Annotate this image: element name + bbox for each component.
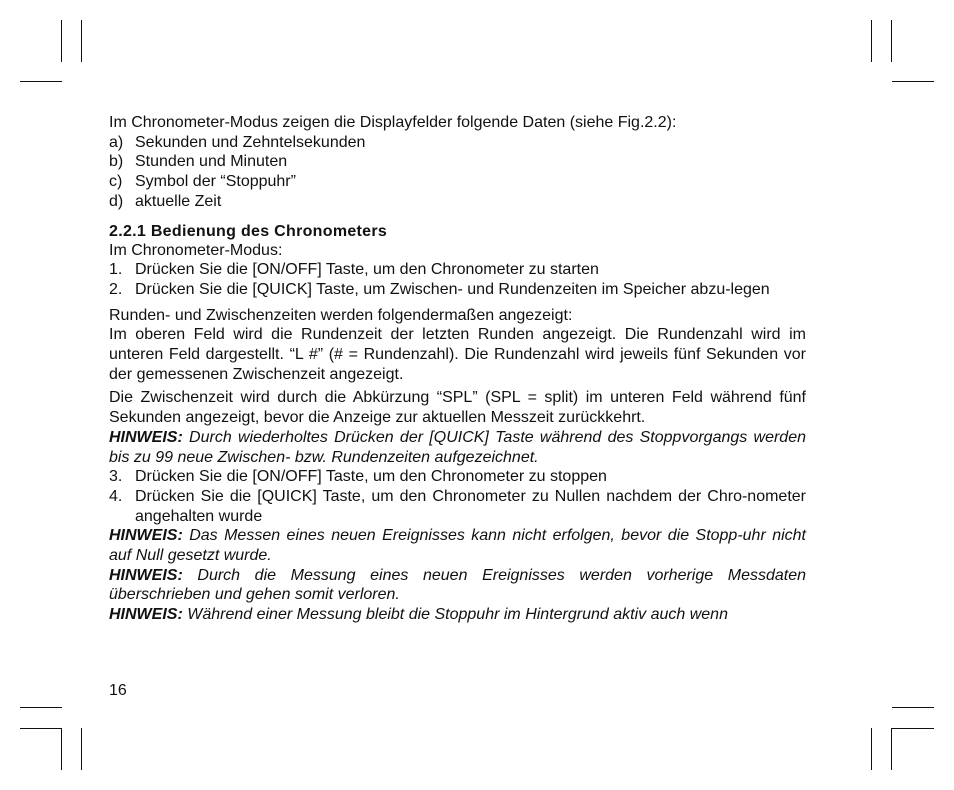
list-item-text: Drücken Sie die [ON/OFF] Taste, um den Chronometer zu starten: [135, 261, 599, 279]
list-item: [109, 152, 806, 172]
list-item: [109, 192, 806, 212]
list-item-text: aktuelle Zeit: [135, 192, 222, 210]
crop-mark-top-right-v2: [891, 20, 892, 62]
crop-mark-top-left-h: [20, 81, 62, 82]
note-label: HINWEIS:: [109, 606, 183, 624]
list-item: [109, 172, 806, 192]
page-content: [109, 113, 806, 625]
intro-paragraph: Im Chronometer-Modus zeigen die Displayfelder folgende Daten (siehe Fig.2.2):: [109, 114, 677, 131]
note-text: Durch wiederholtes Drücken der [QUICK] Taste während des Stoppvorgangs werden bis zu 99 neue Zwischen- bzw. Rundenzeiten aufgezeichnet.: [109, 428, 806, 466]
crop-mark-top-left-v1: [61, 20, 62, 62]
note-text: Das Messen eines neuen Ereignisses kann nicht erfolgen, bevor die Stopp-uhr nicht auf Null gesetzt wurde.: [109, 527, 807, 565]
crop-mark-bottom-left-v2: [81, 728, 82, 770]
list-item: [109, 133, 806, 153]
crop-mark-bottom-left-h2: [20, 728, 62, 729]
crop-mark-bottom-right-v1: [871, 728, 872, 770]
crop-mark-bottom-right-h1: [892, 707, 934, 708]
list-item-text: Drücken Sie die [ON/OFF] Taste, um den Chronometer zu stoppen: [135, 468, 607, 486]
list-item-text: Drücken Sie die [QUICK] Taste, um Zwischen- und Rundenzeiten im Speicher abzu-legen: [135, 280, 770, 298]
section-heading: 2.2.1 Bedienung des Chronometers: [109, 222, 388, 240]
crop-mark-bottom-right-h2: [892, 728, 934, 729]
list-marker: 2.: [109, 280, 123, 298]
list-marker: 4.: [109, 487, 123, 505]
list-marker: a): [109, 133, 124, 151]
display-paragraph: Runden- und Zwischenzeiten werden folgendermaßen angezeigt:: [109, 306, 573, 324]
crop-mark-bottom-left-v1: [61, 728, 62, 770]
list-item-text: Stunden und Minuten: [135, 153, 288, 171]
crop-mark-top-right-v1: [871, 20, 872, 62]
note-text: Während einer Messung bleibt die Stoppuhr im Hintergrund aktiv auch wenn: [187, 606, 728, 624]
crop-mark-top-right-h: [892, 81, 934, 82]
crop-mark-bottom-right-v2: [891, 728, 892, 770]
crop-mark-bottom-left-h1: [20, 707, 62, 708]
list-marker: 1.: [109, 261, 123, 279]
list-marker: 3.: [109, 468, 123, 486]
note-paragraph: [109, 428, 806, 467]
list-marker: d): [109, 192, 124, 210]
note-label: HINWEIS:: [109, 428, 183, 446]
note-label: HINWEIS:: [109, 527, 183, 545]
list-item: [109, 280, 806, 300]
list-item-text: Drücken Sie die [QUICK] Taste, um den Chronometer zu Nullen nachdem der Chro-nometer angehalten wurde: [135, 487, 806, 525]
note-paragraph: [109, 566, 806, 605]
steps-list-b: [109, 467, 806, 526]
note-paragraph: [109, 526, 806, 565]
steps-list-a: [109, 260, 806, 299]
list-item: [109, 467, 806, 487]
page-number: 16: [109, 682, 127, 699]
list-item: [109, 487, 806, 526]
upper-field-paragraph: Im oberen Feld wird die Rundenzeit der letzten Runden angezeigt. Die Rundenzahl wird im unteren Feld dargestellt. “L #” (# = Rundenzahl). Die Rundenzahl wird jeweils fünf Sekunden vor der gemessenen Zwischenzeit angezeigt.: [109, 326, 806, 383]
list-marker: c): [109, 173, 123, 191]
note-label: HINWEIS:: [109, 566, 183, 584]
list-item-text: Symbol der “Stoppuhr”: [135, 173, 296, 191]
split-paragraph: Die Zwischenzeit wird durch die Abkürzung “SPL” (SPL = split) im unteren Feld während fünf Sekunden angezeigt, bevor die Anzeige zur aktuellen Messzeit zurückkehrt.: [109, 389, 806, 427]
note-text: Durch die Messung eines neuen Ereignisses werden vorherige Messdaten überschrieben und gehen somit verloren.: [109, 566, 807, 604]
mode-line: Im Chronometer-Modus:: [109, 241, 283, 259]
list-item: [109, 260, 806, 280]
note-paragraph: [109, 605, 806, 625]
list-item-text: Sekunden und Zehntelsekunden: [135, 133, 366, 151]
list-marker: b): [109, 153, 124, 171]
crop-mark-top-left-v2: [81, 20, 82, 62]
display-fields-list: [109, 133, 806, 212]
